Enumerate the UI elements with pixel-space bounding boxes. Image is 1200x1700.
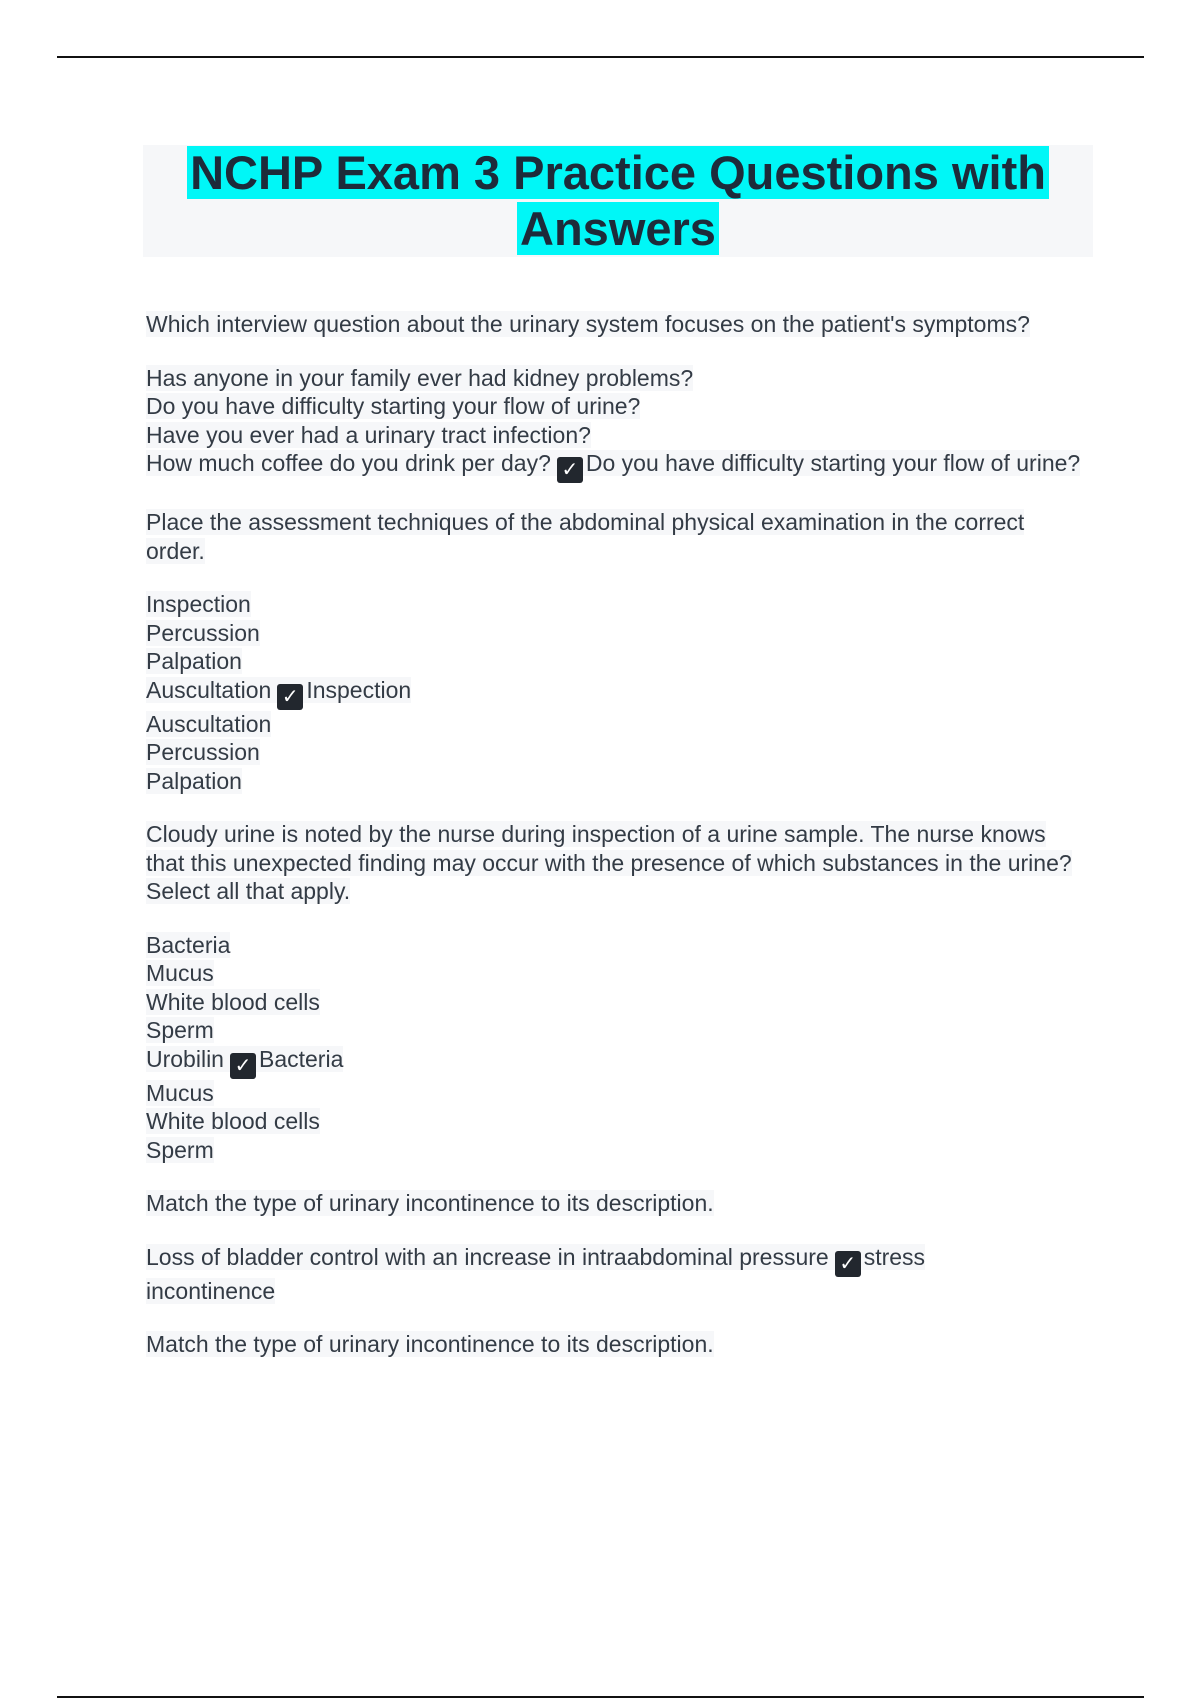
page-title: NCHP Exam 3 Practice Questions with Answers [187,146,1049,255]
question-3-prompt-note: Select all that apply. [146,878,351,904]
question-4-prompt-block [146,1189,1086,1218]
option-item: Have you ever had a urinary tract infection? [146,421,591,448]
bottom-rule [57,1696,1144,1698]
question-5-prompt: Match the type of urinary incontinence to its description. [146,1331,714,1357]
question-3-prompt-block [146,820,1086,906]
question-2-options-block [146,590,1086,795]
option-item: Bacteria [146,931,231,958]
check-mark-icon: ✓ [557,457,583,483]
question-4-prompt: Match the type of urinary incontinence to its description. [146,1190,714,1216]
document-body [146,310,1086,1384]
option-item: Mucus [146,960,214,986]
question-3-prompt: Cloudy urine is noted by the nurse during inspection of a urine sample. The nurse knows that this unexpected finding may occur with the presence of which substances in the urine? [146,821,1072,876]
question-4-answer-block [146,1243,976,1306]
question-3-options-block [146,931,1086,1165]
question-2-prompt: Place the assessment techniques of the abdominal physical examination in the correct order. [146,509,1025,564]
answer-text: stress incontinence [146,1243,926,1304]
option-item: Do you have difficulty starting your flow of urine? [146,393,641,419]
answer-text: Bacteria [258,1045,344,1072]
option-item: Inspection [146,591,251,617]
question-1-prompt: Which interview question about the urinary system focuses on the patient's symptoms? [146,311,1030,337]
option-item: Urobilin [146,1045,224,1072]
option-item: Sperm [146,1017,214,1043]
answer-continued-item: White blood cells [146,1108,320,1134]
title-box [143,145,1093,257]
option-item: Auscultation [146,676,272,703]
check-mark-icon: ✓ [835,1251,861,1277]
option-item: White blood cells [146,988,320,1015]
question-2-prompt-block [146,508,1086,565]
answer-text: Inspection [306,676,412,703]
check-mark-icon: ✓ [277,684,303,710]
matching-item: Loss of bladder control with an increase in intraabdominal pressure [146,1243,829,1270]
option-item: Palpation [146,648,242,674]
check-mark-icon: ✓ [230,1053,256,1079]
answer-continued-item: Percussion [146,739,260,765]
answer-continued-item: Palpation [146,767,242,794]
option-item: Percussion [146,619,260,646]
answer-text: Do you have difficulty starting your flow of urine? [585,450,1081,476]
answer-continued-item: Sperm [146,1136,214,1163]
option-item: How much coffee do you drink per day? [146,450,551,476]
question-1-prompt-block [146,310,1086,339]
question-5-prompt-block [146,1330,1086,1359]
option-item: Has anyone in your family ever had kidney problems? [146,364,694,391]
answer-continued-item: Mucus [146,1079,214,1106]
question-1-options-block [146,364,1086,484]
answer-continued-item: Auscultation [146,710,272,737]
top-rule [57,56,1144,58]
